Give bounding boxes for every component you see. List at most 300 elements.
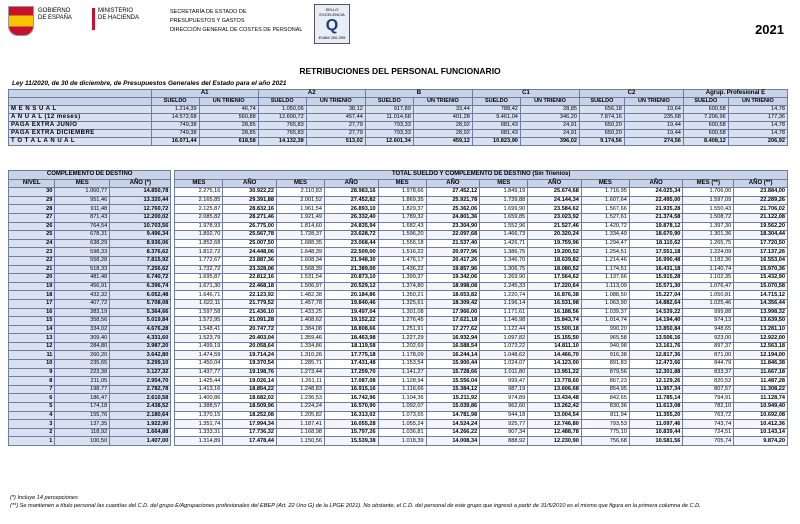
nivel-cell: 26	[9, 222, 55, 231]
table-cell: 2.438,52	[110, 403, 171, 412]
table-cell: 19.714,24	[223, 351, 277, 360]
table-cell: 5.708,08	[110, 299, 171, 308]
table-cell: 16.990,48	[629, 256, 683, 265]
table-cell: 11.667,18	[734, 368, 788, 377]
cd-right-header: AÑO	[223, 179, 277, 188]
table-cell: 10.692,08	[734, 411, 788, 420]
table-cell: 4.331,60	[110, 334, 171, 343]
table-cell: 22.468,18	[223, 282, 277, 291]
table-cell: 1.664,88	[110, 428, 171, 437]
table-cell: 1.039,37	[581, 308, 629, 317]
table-row	[9, 334, 788, 343]
table-cell: 3.127,32	[110, 368, 171, 377]
table-cell: 12.200,02	[110, 213, 171, 222]
table-cell: 1.137,66	[581, 274, 629, 283]
table-cell: 999,88	[683, 308, 734, 317]
table-row	[9, 420, 788, 429]
table-row	[9, 360, 788, 369]
excellence-seal-icon	[314, 4, 350, 44]
summary-cell: 765,83	[258, 130, 306, 138]
table-cell: 17.966,00	[426, 308, 480, 317]
table-cell: 12.922,00	[734, 334, 788, 343]
table-cell: 1.113,09	[581, 282, 629, 291]
summary-cell: 19,64	[624, 106, 683, 114]
table-cell: 1.597,09	[683, 196, 734, 205]
table-cell: 13.778,60	[528, 377, 582, 386]
table-cell: 6.740,72	[110, 274, 171, 283]
table-cell: 1.978,93	[175, 222, 223, 231]
gov-line2: DE ESPAÑA	[38, 15, 72, 21]
cd-right-header: MES	[276, 179, 324, 188]
table-cell: 21.706,02	[734, 205, 788, 214]
table-cell: 1.408,62	[276, 317, 324, 326]
summary-cell: 793,33	[365, 130, 413, 138]
table-cell: 10.949,40	[734, 403, 788, 412]
table-cell: 1.269,90	[480, 274, 528, 283]
table-cell: 28.983,16	[325, 188, 379, 197]
table-cell: 12.194,00	[734, 351, 788, 360]
table-cell: 1.146,98	[480, 317, 528, 326]
table-cell: 23.023,92	[528, 213, 582, 222]
table-cell: 27.452,12	[426, 188, 480, 197]
table-cell: 17.736,32	[223, 428, 277, 437]
table-cell: 1.310,26	[276, 351, 324, 360]
table-cell: 15.227,04	[629, 291, 683, 300]
table-cell: 1.499,19	[175, 342, 223, 351]
table-cell: 16.932,94	[426, 334, 480, 343]
cd-left-header: NIVEL	[9, 179, 55, 188]
table-cell: 334,02	[55, 325, 110, 334]
table-cell: 21.948,30	[325, 256, 379, 265]
table-cell: 871,00	[683, 351, 734, 360]
table-row	[9, 403, 788, 412]
table-cell: 16.313,02	[325, 411, 379, 420]
table-cell: 1.055,24	[378, 420, 426, 429]
table-cell: 14.539,22	[629, 308, 683, 317]
table-cell: 223,38	[55, 368, 110, 377]
table-cell: 16.915,16	[325, 385, 379, 394]
table-cell: 24.801,36	[426, 213, 480, 222]
secretariat-label	[170, 8, 320, 35]
nivel-cell: 20	[9, 274, 55, 283]
gov-line1: GOBIERNO	[38, 8, 71, 14]
table-cell: 1.116,66	[378, 385, 426, 394]
table-cell: 782,10	[683, 403, 734, 412]
summary-row-label: M E N S U A L	[9, 106, 152, 114]
cd-right-header: MES	[378, 179, 426, 188]
nivel-cell: 8	[9, 377, 55, 386]
table-cell: 13.161,76	[629, 342, 683, 351]
subheader-sueldo: SUELDO	[580, 98, 625, 106]
table-cell: 1.450,04	[175, 360, 223, 369]
summary-cell: 681,43	[472, 130, 520, 138]
table-cell: 925,77	[480, 420, 528, 429]
table-cell: 23.304,90	[426, 222, 480, 231]
summary-row	[9, 122, 788, 130]
table-cell: 23.884,00	[734, 188, 788, 197]
table-cell: 18.682,02	[223, 394, 277, 403]
table-cell: 14.811,10	[528, 342, 582, 351]
table-cell: 1.978,66	[378, 188, 426, 197]
sec-line2: PRESUPUESTOS Y GASTOS	[170, 18, 245, 24]
table-cell: 13.262,42	[528, 403, 582, 412]
table-row	[9, 377, 788, 386]
nivel-cell: 17	[9, 299, 55, 308]
summary-cell: 177,36	[728, 114, 787, 122]
summary-cell: 274,56	[624, 138, 683, 146]
table-cell: 8.936,06	[110, 239, 171, 248]
table-cell: 1.476,17	[378, 256, 426, 265]
summary-cell: 38,12	[306, 106, 365, 114]
page-title: RETRIBUCIONES DEL PERSONAL FUNCIONARIO	[299, 66, 501, 76]
table-cell: 1.482,38	[276, 291, 324, 300]
summary-cell: 24,91	[520, 122, 579, 130]
table-row	[9, 256, 788, 265]
table-cell: 1.301,08	[378, 308, 426, 317]
summary-cell: 28,92	[413, 130, 472, 138]
table-cell: 1.922,90	[110, 420, 171, 429]
table-cell: 18.639,82	[528, 256, 582, 265]
nivel-cell: 2	[9, 428, 55, 437]
table-cell: 14.781,98	[426, 411, 480, 420]
table-cell: 1.182,36	[683, 256, 734, 265]
summary-cell: 27,79	[306, 122, 365, 130]
table-cell: 235,65	[55, 360, 110, 369]
table-cell: 1.789,32	[378, 213, 426, 222]
table-cell: 1.306,75	[480, 265, 528, 274]
table-cell: 16.742,96	[325, 394, 379, 403]
summary-cell: 600,58	[683, 106, 728, 114]
table-cell: 1.011,80	[480, 368, 528, 377]
table-cell: 11.846,38	[734, 360, 788, 369]
table-cell: 1.333,31	[175, 428, 223, 437]
min-line1: MINISTERIO	[98, 8, 134, 14]
table-cell: 518,33	[55, 265, 110, 274]
table-cell: 1.265,75	[683, 239, 734, 248]
table-cell: 965,58	[581, 334, 629, 343]
table-cell: 1.076,47	[683, 282, 734, 291]
table-cell: 1.812,72	[175, 248, 223, 257]
table-cell: 17.478,44	[223, 437, 277, 446]
summary-cell: 650,20	[580, 130, 625, 138]
summary-cell: 749,38	[151, 130, 199, 138]
table-cell: 764,54	[55, 222, 110, 231]
table-cell: 1.128,94	[378, 377, 426, 386]
table-cell: 15.155,50	[528, 334, 582, 343]
sec-line1: SECRETARÍA DE ESTADO DE	[170, 9, 247, 15]
cd-right-header: MES	[581, 179, 629, 188]
nivel-cell: 5	[9, 403, 55, 412]
summary-row	[9, 138, 788, 146]
table-cell: 1.506,97	[276, 282, 324, 291]
table-cell: 1.227,29	[378, 334, 426, 343]
table-cell: 1.732,72	[175, 265, 223, 274]
table-cell: 15.797,26	[325, 428, 379, 437]
table-cell: 16.431,18	[629, 265, 683, 274]
cd-right-header: AÑO	[629, 179, 683, 188]
table-cell: 20.320,24	[528, 231, 582, 240]
table-cell: 830,36	[581, 403, 629, 412]
table-cell: 1.474,59	[175, 351, 223, 360]
subheader-sueldo: SUELDO	[365, 98, 413, 106]
table-cell: 1.523,79	[175, 334, 223, 343]
cd-left-header: MES	[55, 179, 110, 188]
table-cell: 15.432,90	[734, 274, 788, 283]
table-cell: 21.389,00	[325, 265, 379, 274]
table-cell: 871,43	[55, 213, 110, 222]
table-cell: 15.211,92	[426, 394, 480, 403]
table-cell: 19.497,04	[325, 308, 379, 317]
table-cell: 18.463,98	[325, 334, 379, 343]
table-cell: 10.581,56	[629, 437, 683, 446]
table-cell: 940,98	[581, 342, 629, 351]
table-cell: 7.815,92	[110, 256, 171, 265]
subheader-trienio: UN TRIENIO	[413, 98, 472, 106]
nivel-cell: 27	[9, 213, 55, 222]
table-cell: 1.400,86	[175, 394, 223, 403]
table-row	[9, 239, 788, 248]
nivel-cell: 22	[9, 256, 55, 265]
table-cell: 19.370,54	[223, 360, 277, 369]
table-cell: 16.570,90	[325, 403, 379, 412]
table-cell: 25.007,50	[223, 239, 277, 248]
table-cell: 756,68	[581, 437, 629, 446]
table-cell: 1.550,43	[683, 205, 734, 214]
group-header: Agrup. Profesional E	[683, 90, 787, 98]
table-cell: 11.957,34	[629, 385, 683, 394]
table-cell: 1.178,09	[378, 351, 426, 360]
table-cell: 12.746,80	[528, 420, 582, 429]
summary-cell: 656,18	[580, 106, 625, 114]
table-cell: 1.214,46	[581, 256, 629, 265]
table-cell: 25.362,06	[426, 205, 480, 214]
table-cell: 1.334,49	[581, 231, 629, 240]
table-cell: 1.436,22	[378, 265, 426, 274]
summary-row	[9, 114, 788, 122]
table-cell: 1.596,20	[378, 231, 426, 240]
table-cell: 17.564,62	[528, 274, 582, 283]
table-cell: 23.584,62	[528, 205, 582, 214]
table-row	[9, 428, 788, 437]
seal-top: SELLO EXCELENCIA	[319, 7, 345, 17]
nivel-cell: 13	[9, 334, 55, 343]
table-cell: 10.143,14	[734, 428, 788, 437]
table-cell: 16.244,14	[426, 351, 480, 360]
table-cell: 1.399,37	[378, 274, 426, 283]
cd-right-header: MES	[480, 179, 528, 188]
table-cell: 1.174,51	[581, 265, 629, 274]
table-cell: 22.495,00	[629, 196, 683, 205]
table-cell: 18.808,66	[325, 325, 379, 334]
table-cell: 1.359,46	[276, 334, 324, 343]
table-cell: 15.900,44	[426, 360, 480, 369]
table-cell: 432,32	[55, 291, 110, 300]
cd-right-header: AÑO	[325, 179, 379, 188]
summary-subheader	[9, 98, 788, 106]
subheader-sueldo: SUELDO	[151, 98, 199, 106]
table-cell: 999,47	[480, 377, 528, 386]
nivel-cell: 14	[9, 325, 55, 334]
table-cell: 7.256,62	[110, 265, 171, 274]
summary-cell: 396,02	[520, 138, 579, 146]
summary-cell: 600,58	[683, 130, 728, 138]
table-cell: 11.097,46	[629, 420, 683, 429]
table-cell: 12.129,26	[629, 377, 683, 386]
table-cell: 987,19	[480, 385, 528, 394]
table-cell: 17.720,50	[734, 239, 788, 248]
nivel-cell: 12	[9, 342, 55, 351]
table-cell: 15.070,58	[734, 282, 788, 291]
table-cell: 13.951,22	[528, 368, 582, 377]
table-cell: 20.403,04	[223, 334, 277, 343]
cd-right-header: MES (**)	[683, 179, 734, 188]
subheader-trienio: UN TRIENIO	[520, 98, 579, 106]
table-cell: 1.063,90	[581, 299, 629, 308]
table-cell: 19.878,12	[629, 222, 683, 231]
table-cell: 25.567,78	[223, 231, 277, 240]
table-cell: 1.171,61	[480, 308, 528, 317]
nivel-cell: 3	[9, 420, 55, 429]
table-cell: 186,47	[55, 394, 110, 403]
table-row	[9, 437, 788, 446]
summary-cell: 28,85	[199, 130, 258, 138]
table-cell: 12.230,90	[528, 437, 582, 446]
table-cell: 14.123,00	[528, 360, 582, 369]
table-cell: 1.572,95	[175, 317, 223, 326]
summary-cell: 560,88	[199, 114, 258, 122]
table-cell: 22.289,26	[734, 196, 788, 205]
table-cell: 18.080,52	[528, 265, 582, 274]
table-cell: 6.052,48	[110, 291, 171, 300]
table-cell: 19.342,06	[426, 274, 480, 283]
nivel-cell: 23	[9, 248, 55, 257]
table-cell: 10.703,56	[110, 222, 171, 231]
summary-cell: 749,38	[151, 122, 199, 130]
table-cell: 867,23	[581, 377, 629, 386]
group-header: B	[365, 90, 472, 98]
table-cell: 13.320,44	[110, 196, 171, 205]
table-cell: 24.025,34	[629, 188, 683, 197]
table-cell: 1.527,61	[581, 213, 629, 222]
table-cell: 155,76	[55, 411, 110, 420]
table-cell: 1.892,70	[175, 231, 223, 240]
table-cell: 1.261,11	[276, 377, 324, 386]
table-cell: 1.050,81	[683, 291, 734, 300]
law-reference: Ley 11/2020, de 30 de diciembre, de Presupuestos Generales del Estado para el año 2021	[12, 80, 287, 87]
footnotes	[10, 494, 790, 510]
table-cell: 1.716,95	[581, 188, 629, 197]
table-cell: 794,91	[683, 394, 734, 403]
table-row	[9, 231, 788, 240]
table-cell: 705,74	[683, 437, 734, 446]
table-cell: 842,65	[581, 394, 629, 403]
table-cell: 17.087,08	[325, 377, 379, 386]
government-label	[38, 8, 83, 22]
table-cell: 12.817,36	[629, 351, 683, 360]
table-cell: 793,53	[581, 420, 629, 429]
nivel-cell: 21	[9, 265, 55, 274]
summary-row-label: A N U A L (12 meses)	[9, 114, 152, 122]
table-row	[9, 394, 788, 403]
table-cell: 16.553,04	[734, 256, 788, 265]
table-cell: 198,77	[55, 385, 110, 394]
summary-cell: 14,78	[728, 130, 787, 138]
table-cell: 1.036,81	[378, 428, 426, 437]
table-cell: 19.152,22	[325, 317, 379, 326]
table-cell: 844,79	[683, 360, 734, 369]
table-cell: 1.294,47	[581, 239, 629, 248]
table-cell: 24.835,94	[325, 222, 379, 231]
table-cell: 22.509,00	[325, 248, 379, 257]
summary-cell: 12.601,34	[365, 138, 413, 146]
summary-cell: 459,12	[413, 138, 472, 146]
cd-left-header: AÑO (*)	[110, 179, 171, 188]
table-cell: 13.434,48	[528, 394, 582, 403]
summary-cell: 765,83	[258, 122, 306, 130]
table-cell: 25.921,78	[426, 196, 480, 205]
cd-left-title: COMPLEMENTO DE DESTINO	[9, 171, 171, 180]
table-row	[9, 325, 788, 334]
table-cell: 260,20	[55, 351, 110, 360]
table-cell: 2.085,82	[175, 213, 223, 222]
ministry-label	[98, 8, 158, 22]
table-cell: 2.954,70	[110, 377, 171, 386]
table-cell: 1.102,35	[683, 274, 734, 283]
table-cell: 820,52	[683, 377, 734, 386]
table-cell: 13.506,16	[629, 334, 683, 343]
table-cell: 1.141,27	[378, 368, 426, 377]
table-cell: 13.639,50	[734, 317, 788, 326]
summary-cell: 28,85	[520, 106, 579, 114]
table-cell: 11.487,28	[734, 377, 788, 386]
table-cell: 1.516,22	[378, 248, 426, 257]
table-row	[9, 351, 788, 360]
table-cell: 11.308,22	[734, 385, 788, 394]
summary-row-label: PAGA EXTRA DICIEMBRE	[9, 130, 152, 138]
table-row	[9, 213, 788, 222]
table-cell: 1.314,89	[175, 437, 223, 446]
table-cell: 854,95	[581, 385, 629, 394]
table-cell: 17.259,70	[325, 368, 379, 377]
seal-bottom: EVAM 200-299	[318, 35, 346, 40]
table-cell: 879,56	[581, 368, 629, 377]
table-row	[9, 385, 788, 394]
table-cell: 21.935,28	[629, 205, 683, 214]
table-cell: 1.251,91	[378, 325, 426, 334]
table-cell: 11.355,20	[629, 411, 683, 420]
table-cell: 6.396,74	[110, 282, 171, 291]
table-row	[9, 411, 788, 420]
table-cell: 15.970,36	[734, 265, 788, 274]
page-header	[8, 4, 792, 62]
summary-cell: 33,44	[413, 106, 472, 114]
table-cell: 19.857,96	[426, 265, 480, 274]
nivel-cell: 16	[9, 308, 55, 317]
table-cell: 21.527,46	[528, 222, 582, 231]
table-cell: 1.248,83	[276, 385, 324, 394]
table-cell: 598,33	[55, 248, 110, 257]
nivel-cell: 11	[9, 351, 55, 360]
table-cell: 16.188,56	[528, 308, 582, 317]
table-cell: 137,35	[55, 420, 110, 429]
table-cell: 10.839,44	[629, 428, 683, 437]
table-cell: 21.779,52	[223, 299, 277, 308]
table-cell: 21.537,40	[426, 239, 480, 248]
nivel-cell: 25	[9, 231, 55, 240]
table-cell: 1.122,44	[480, 325, 528, 334]
table-cell: 1.695,87	[175, 274, 223, 283]
nivel-cell: 29	[9, 196, 55, 205]
